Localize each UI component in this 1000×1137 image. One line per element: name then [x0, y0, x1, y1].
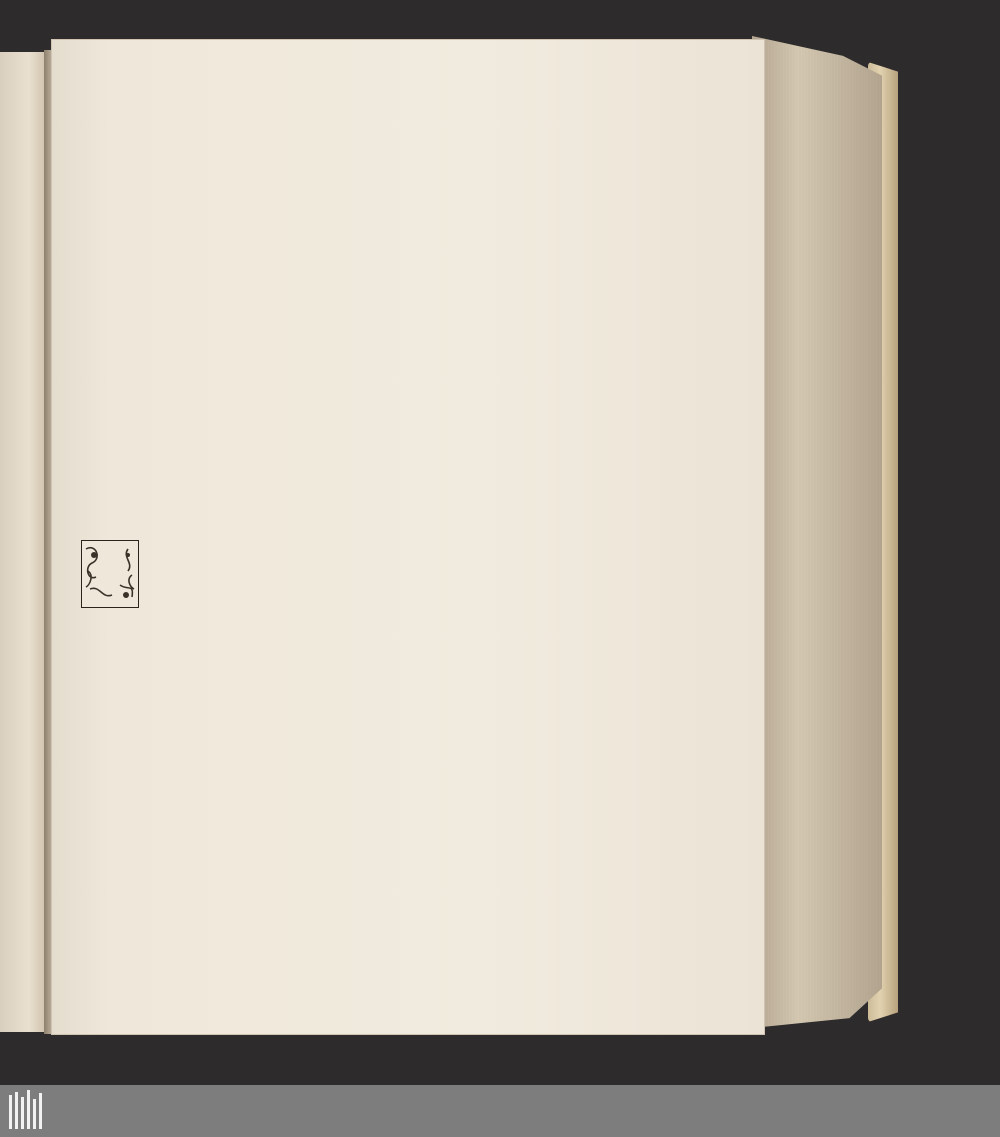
decorated-initial [81, 540, 139, 608]
left-page-edge [0, 52, 49, 1032]
library-footer [0, 1085, 1000, 1137]
library-logo-icon [8, 1089, 48, 1133]
right-page [52, 40, 764, 1034]
page-block-shading [752, 36, 882, 1028]
initial-ornament-icon [82, 541, 138, 607]
